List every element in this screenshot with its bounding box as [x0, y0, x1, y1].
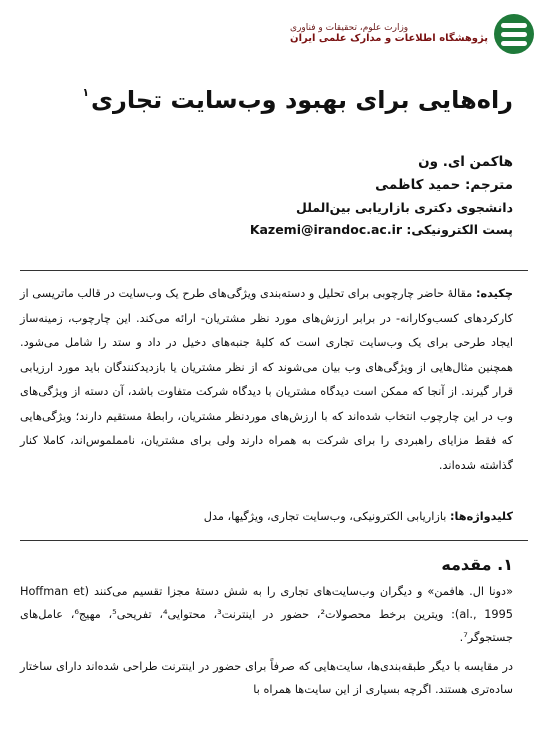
author-block	[20, 154, 513, 244]
section-heading: ۱. مقدمه	[441, 555, 513, 574]
institute-name: پژوهشگاه اطلاعات و مدارک علمی ایران	[290, 33, 488, 45]
keywords-label: کلیدواژه‌ها:	[450, 510, 513, 523]
author-name: هاکمن ای. ون	[418, 154, 513, 170]
keywords-text: بازاریابی الکترونیکی، وب‌سایت تجاری، ویژگیها، مدل	[203, 510, 447, 523]
article-title	[20, 86, 513, 114]
title-footnote-mark: ۱	[82, 86, 90, 99]
keywords	[20, 510, 513, 523]
section-body	[20, 580, 513, 707]
abstract-label: چکیده:	[475, 287, 514, 300]
email-address: Kazemi@irandoc.ac.ir	[249, 222, 403, 237]
translator-name: مترجم: حمید کاظمی	[375, 177, 513, 193]
affiliation: دانشجوی دکتری بازاریابی بین‌الملل	[296, 200, 513, 215]
body-paragraph: «دونا ال. هافمن» و دیگران وب‌سایت‌های تجاری را به شش دستهٔ مجزا تقسیم می‌کنند (Hoffman et al., 1995): ویترین برخط محصولات²، حضور در اینترنت³، محتوایی⁴، تفریحی⁵، مهیج⁶، عامل‌های جستجوگر⁷.	[20, 585, 513, 644]
abstract	[20, 282, 513, 478]
abstract-text: مقالهٔ حاضر چارچوبی برای تحلیل و دسته‌بندی ویژگی‌های طرح یک وب‌سایت در قالب ماتریسی از کارکردهای کسب‌وکارانه- در برابر ارزش‌های مورد نظر مشتریان- ارائه می‌کند. این چارچوب، زمینه‌ساز ایجاد طرحی برای یک وب‌سایت تجاری است که کلیهٔ جنبه‌های دخیل در داد و ستد را شامل می‌شود. همچنین مثال‌هایی از ویژگی‌های وب بیان می‌شوند که از نظر مشتریان یا بازدیدکنندگان باید مورد ارزیابی قرار گیرند. از آنجا که ممکن است دیدگاه مشتریان با دیدگاه شرکت متفاوت باشد، آن دسته از ویژگی‌های وب در این چارچوب انتخاب شده‌اند که با ارزش‌های موردنظر مشتریان، رابطهٔ مستقیم دارند؛ ویژگی‌هایی که فقط مزایای راهبردی را برای شرکت به همراه دارند ولی برای مشتریان، نامملموس‌اند، کاملا کنار گذاشته شده‌اند.	[20, 287, 513, 472]
irandoc-emblem-icon	[494, 14, 534, 54]
ministry-name: وزارت علوم، تحقیقات و فناوری	[290, 22, 409, 33]
email-label: پست الکترونیکی:	[406, 222, 513, 237]
article-title-text: راه‌هایی برای بهبود وب‌سایت تجاری	[91, 86, 513, 114]
abstract-top-divider	[20, 270, 528, 271]
body-paragraph: در مقایسه با دیگر طبقه‌بندی‌ها، سایت‌هایی که صرفاً برای حضور در اینترنت طراحی شده‌اند دارای ساختار ساده‌تری هستند. اگرچه بسیاری از این سایت‌ها همراه با	[20, 660, 513, 696]
publisher-logo	[290, 14, 534, 54]
abstract-bottom-divider	[20, 540, 528, 541]
publisher-name	[290, 23, 488, 46]
email-line	[20, 222, 513, 237]
